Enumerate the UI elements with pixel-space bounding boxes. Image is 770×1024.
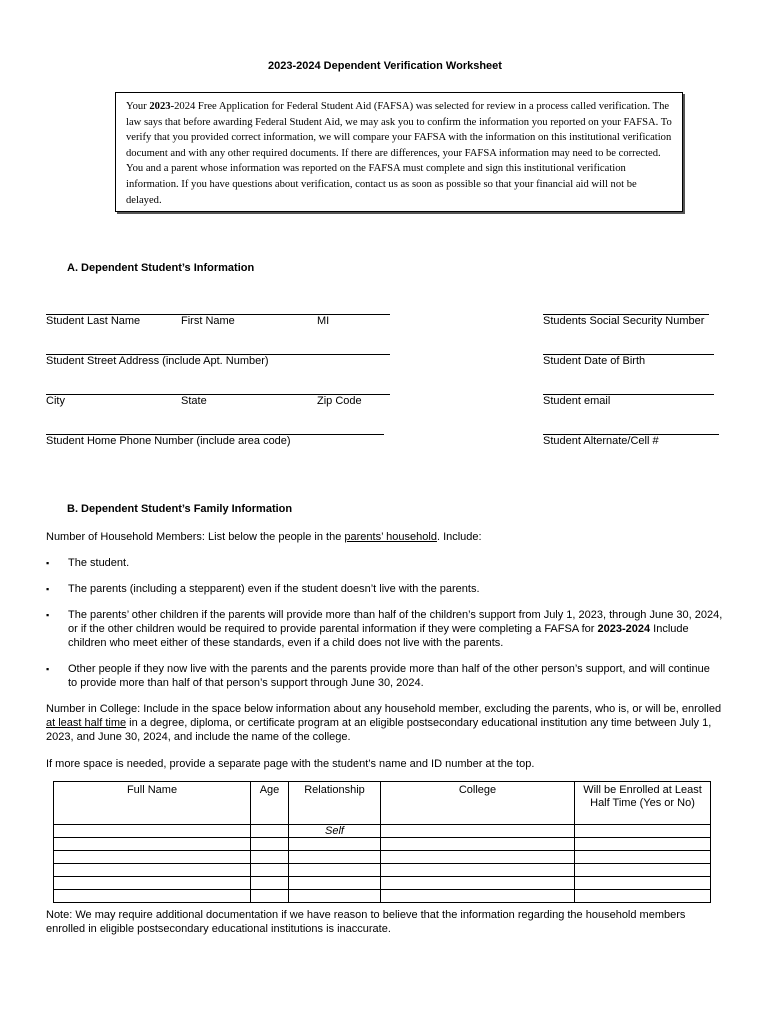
bullet-item-parents: The parents (including a stepparent) even if the student doesn’t live with the parents. xyxy=(68,583,480,595)
table-cell[interactable] xyxy=(251,838,289,851)
section-b-heading: B. Dependent Student’s Family Information xyxy=(67,503,293,515)
bullet-icon: ▪ xyxy=(46,584,50,594)
table-cell[interactable] xyxy=(54,877,251,890)
bullet-icon: ▪ xyxy=(46,664,50,674)
table-cell[interactable] xyxy=(575,851,711,864)
city-label: City xyxy=(46,395,65,407)
table-cell[interactable] xyxy=(289,890,381,903)
section-a-heading: A. Dependent Student’s Information xyxy=(67,262,255,274)
last-name-label: Student Last Name xyxy=(46,315,141,327)
email-label: Student email xyxy=(543,395,611,407)
table-cell[interactable] xyxy=(54,864,251,877)
intro-year: 2023- xyxy=(149,101,175,112)
table-cell[interactable] xyxy=(575,877,711,890)
col-relationship: Relationship xyxy=(289,782,381,825)
table-cell[interactable] xyxy=(54,838,251,851)
col-enrolled: Will be Enrolled at Least Half Time (Yes or No) xyxy=(575,782,711,825)
page-title: 2023-2024 Dependent Verification Worksheet xyxy=(268,60,502,72)
household-table xyxy=(53,781,711,903)
college-post: in a degree, diploma, or certificate program at an eligible postsecondary educational institution any time between July 1, 2023, and June 30, 2024, and include the name of the college. xyxy=(46,717,712,743)
table-header-row xyxy=(54,782,711,825)
table-cell[interactable] xyxy=(289,838,381,851)
b3-bold: 2023-2024 xyxy=(597,623,651,635)
parents-household-link: parents’ household xyxy=(344,531,437,543)
table-row xyxy=(54,877,711,890)
table-cell[interactable] xyxy=(251,864,289,877)
col-college: College xyxy=(381,782,575,825)
ssn-label: Students Social Security Number xyxy=(543,315,705,327)
zip-label: Zip Code xyxy=(317,395,362,407)
documentation-note: Note: We may require additional documentation if we have reason to believe that the information regarding the household members enrolled in eligible postsecondary educational institutions is inaccurate. xyxy=(46,909,686,935)
home-phone-label: Student Home Phone Number (include area code) xyxy=(46,435,291,447)
table-cell[interactable] xyxy=(251,851,289,864)
table-cell[interactable] xyxy=(251,890,289,903)
household-intro-post: . Include: xyxy=(436,531,482,543)
college-pre: Number in College: Include in the space below information about any household member, excluding the parents, who is, or will be, enrolled xyxy=(46,703,722,715)
self-cell: Self xyxy=(289,825,381,838)
b3-pre: The parents’ other children if the parents will provide more than half of the children’s support from July 1, 2023, through June 30, 2024, or if the other children would be required to provide parental information if they were completing a FAFSA for xyxy=(68,609,723,635)
table-cell[interactable] xyxy=(289,877,381,890)
cell-label: Student Alternate/Cell # xyxy=(543,435,659,447)
bullet-icon: ▪ xyxy=(46,610,50,620)
table-cell[interactable] xyxy=(381,864,575,877)
table-row xyxy=(54,890,711,903)
number-in-college-paragraph xyxy=(46,702,726,744)
table-cell[interactable] xyxy=(381,838,575,851)
table-cell[interactable] xyxy=(575,838,711,851)
household-intro xyxy=(46,530,726,544)
table-cell[interactable] xyxy=(251,825,289,838)
half-time-link: at least half time xyxy=(46,717,127,729)
table-cell[interactable] xyxy=(381,825,575,838)
table-cell[interactable] xyxy=(251,877,289,890)
household-intro-pre: Number of Household Members: List below the people in the xyxy=(46,531,345,543)
table-cell[interactable] xyxy=(575,825,711,838)
intro-text: 2024 Free Application for Federal Student Aid (FAFSA) was selected for review in a process called verification. The law says that before awarding Federal Student Aid, we may ask you to confirm the information you reported on your FAFSA. To verify that you provided correct information, we will compare your FAFSA with the information on this institutional verification document and with any other required documents. If there are differences, your FAFSA information may need to be corrected. You and a parent whose information was reported on the FAFSA must complete and sign this institutional verification information. If you have questions about verification, contact us as soon as possible so that your financial aid will not be delayed. xyxy=(126,101,672,206)
table-row xyxy=(54,825,711,838)
table-cell[interactable] xyxy=(381,877,575,890)
dob-label: Student Date of Birth xyxy=(543,355,646,367)
col-full-name: Full Name xyxy=(54,782,251,825)
bullet-item-student: The student. xyxy=(68,557,130,569)
col-age: Age xyxy=(251,782,289,825)
table-cell[interactable] xyxy=(381,851,575,864)
table-cell[interactable] xyxy=(381,890,575,903)
bullet-item-other-people: Other people if they now live with the parents and the parents provide more than half of the other person’s support, and will continue to provide more than half of that person’s support through June 30, 2024. xyxy=(68,663,710,689)
more-space-note: If more space is needed, provide a separate page with the student’s name and ID number at the top. xyxy=(46,758,535,770)
table-row xyxy=(54,851,711,864)
address-label: Student Street Address (include Apt. Number) xyxy=(46,355,269,367)
mi-label: MI xyxy=(317,315,330,327)
bullet-icon: ▪ xyxy=(46,558,50,568)
table-cell[interactable] xyxy=(575,890,711,903)
table-cell[interactable] xyxy=(54,851,251,864)
first-name-label: First Name xyxy=(181,315,235,327)
table-cell[interactable] xyxy=(54,890,251,903)
table-row xyxy=(54,864,711,877)
state-label: State xyxy=(181,395,207,407)
table-cell[interactable] xyxy=(289,851,381,864)
table-cell[interactable] xyxy=(289,864,381,877)
table-cell[interactable] xyxy=(575,864,711,877)
table-cell[interactable] xyxy=(54,825,251,838)
bullet-item-other-children xyxy=(68,608,726,650)
b3-post: Include children who meet either of these standards, even if a child does not live with the parents. xyxy=(68,623,689,649)
table-row xyxy=(54,838,711,851)
intro-lead: Your xyxy=(126,101,150,112)
intro-notice-box xyxy=(115,92,683,212)
